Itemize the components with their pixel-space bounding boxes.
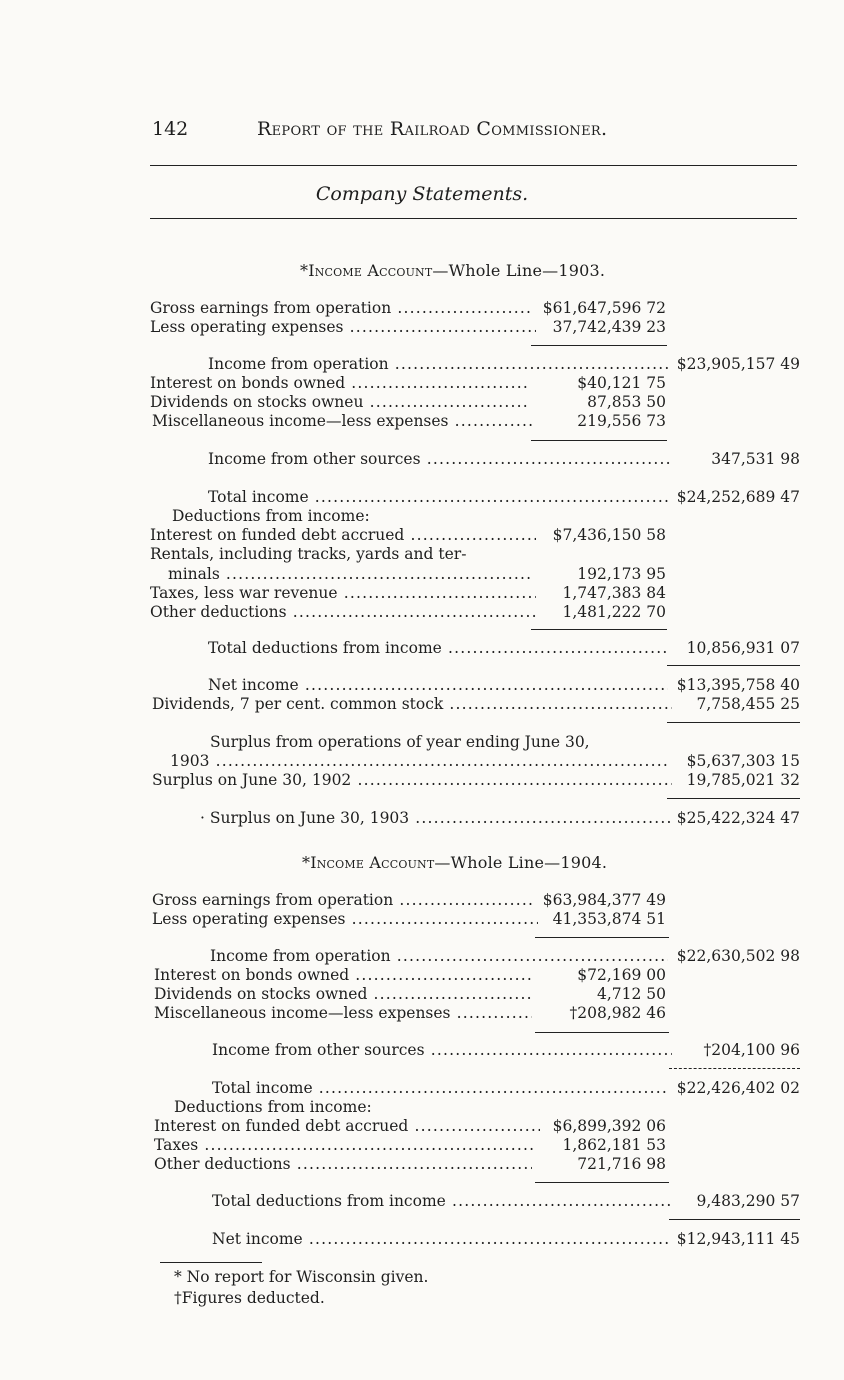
row-label: Other deductions ..... <box>150 603 536 622</box>
row-amount: $72,169 00 <box>577 966 666 984</box>
header-rule-bottom <box>150 218 797 219</box>
sum-rule <box>669 1068 800 1069</box>
row-label: Rentals, including tracks, yards and ter- <box>150 545 467 563</box>
row-amount: 87,853 50 <box>587 393 666 411</box>
row-label: Total income ..... <box>208 488 668 507</box>
row-label: Miscellaneous income—less expenses ..... <box>152 412 532 431</box>
footnote-rule <box>160 1262 262 1263</box>
row-label: · Surplus on June 30, 1903 ..... <box>200 809 670 828</box>
row-total: $22,630,502 98 <box>676 947 800 965</box>
row-amount: $63,984,377 49 <box>542 891 666 909</box>
row-total: 19,785,021 32 <box>686 771 800 789</box>
row-amount: 219,556 73 <box>577 412 666 430</box>
row-label: Interest on bonds owned ..... <box>150 374 530 393</box>
row-label: Deductions from income: <box>172 507 370 525</box>
table-row <box>150 985 800 1004</box>
table-row <box>150 1155 800 1174</box>
sum-rule <box>667 798 800 799</box>
row-label: Dividends, 7 per cent. common stock ..... <box>152 695 672 714</box>
sum-rule <box>667 665 800 666</box>
row-label: Interest on bonds owned ..... <box>154 966 532 985</box>
row-label: Dividends on stocks owned ..... <box>154 985 532 1004</box>
row-amount: $6,899,392 06 <box>552 1117 666 1135</box>
row-label: Income from other sources ..... <box>212 1041 672 1060</box>
row-label: Less operating expenses ..... <box>152 910 538 929</box>
row-amount: 192,173 95 <box>577 565 666 583</box>
row-amount: 1,481,222 70 <box>562 603 666 621</box>
table-row <box>150 565 800 584</box>
footnote-marker: * <box>300 261 309 280</box>
table-row <box>150 809 800 828</box>
row-total: †204,100 96 <box>703 1041 800 1059</box>
table-row <box>150 584 800 603</box>
row-label: Interest on funded debt accrued ..... <box>150 526 536 545</box>
row-label: Total income ..... <box>212 1079 668 1098</box>
table-row <box>150 507 800 526</box>
row-amount: †208,982 46 <box>569 1004 666 1022</box>
table-row <box>150 299 800 318</box>
table-row <box>150 752 800 771</box>
row-label: Miscellaneous income—less expenses ..... <box>154 1004 532 1023</box>
row-amount: $40,121 75 <box>577 374 666 392</box>
table-row <box>150 966 800 985</box>
row-label: Total deductions from income ..... <box>208 639 670 658</box>
table-row <box>150 639 800 658</box>
table-row <box>150 947 800 966</box>
row-label: Net income ..... <box>212 1230 668 1249</box>
row-total: $22,426,402 02 <box>676 1079 800 1097</box>
row-amount: 721,716 98 <box>577 1155 666 1173</box>
row-label: Gross earnings from operation ..... <box>150 299 532 318</box>
section-title-caps: Income Account <box>308 261 433 280</box>
row-label: minals ..... <box>168 565 532 584</box>
table-row <box>150 1079 800 1098</box>
table-row <box>150 393 800 412</box>
table-row <box>150 603 800 622</box>
footnote-marker: * <box>302 853 311 872</box>
row-amount: 4,712 50 <box>596 985 666 1003</box>
table-row <box>150 488 800 507</box>
footnote-2: †Figures deducted. <box>174 1289 325 1307</box>
table-row <box>150 450 800 469</box>
footnote-1: * No report for Wisconsin given. <box>174 1268 429 1286</box>
row-total: $12,943,111 45 <box>676 1230 800 1248</box>
row-label: Taxes, less war revenue ..... <box>150 584 536 603</box>
row-label: Net income ..... <box>208 676 668 695</box>
row-total: $13,395,758 40 <box>676 676 800 694</box>
sum-rule <box>667 722 800 723</box>
table-row <box>150 374 800 393</box>
table-row <box>150 1004 800 1023</box>
table-row <box>150 1041 800 1060</box>
row-label: Gross earnings from operation ..... <box>152 891 534 910</box>
table-row <box>150 676 800 695</box>
row-amount: $7,436,150 58 <box>552 526 666 544</box>
sum-rule <box>535 1032 669 1033</box>
row-amount: 41,353,874 51 <box>552 910 666 928</box>
sum-rule <box>531 440 667 441</box>
row-total: 7,758,455 25 <box>696 695 800 713</box>
header-rule-top <box>150 165 797 166</box>
row-amount: $61,647,596 72 <box>542 299 666 317</box>
section-title-rest: —Whole Line—1904. <box>434 853 608 872</box>
row-total: 347,531 98 <box>711 450 800 468</box>
row-amount: 1,747,383 84 <box>562 584 666 602</box>
running-head: Report of the Railroad Commissioner. <box>257 118 608 140</box>
row-total: 10,856,931 07 <box>686 639 800 657</box>
sum-rule <box>535 1182 669 1183</box>
section-title-1904 <box>302 853 607 872</box>
table-row <box>150 1192 800 1211</box>
row-label: Surplus from operations of year ending June 30, <box>210 733 590 751</box>
table-row <box>150 1098 800 1117</box>
row-label: Other deductions ..... <box>154 1155 532 1174</box>
sum-rule <box>531 629 667 630</box>
table-row <box>150 910 800 929</box>
sum-rule <box>531 345 667 346</box>
row-label: Taxes ..... <box>154 1136 536 1155</box>
row-label: Less operating expenses ..... <box>150 318 536 337</box>
table-row <box>150 1117 800 1136</box>
row-label: Interest on funded debt accrued ..... <box>154 1117 540 1136</box>
row-label: Total deductions from income ..... <box>212 1192 674 1211</box>
row-label: Income from other sources ..... <box>208 450 670 469</box>
row-total: $24,252,689 47 <box>676 488 800 506</box>
table-row <box>150 526 800 545</box>
row-label: 1903 ..... <box>170 752 670 771</box>
section-title-rest: —Whole Line—1903. <box>432 261 606 280</box>
sum-rule <box>535 937 669 938</box>
table-row <box>150 771 800 790</box>
section-subtitle: Company Statements. <box>315 183 529 205</box>
table-row <box>150 355 800 374</box>
row-total: 9,483,290 57 <box>696 1192 800 1210</box>
row-total: $25,422,324 47 <box>676 809 800 827</box>
row-label: Dividends on stocks owneu ..... <box>150 393 530 412</box>
row-label: Surplus on June 30, 1902 ..... <box>152 771 672 790</box>
row-amount: 37,742,439 23 <box>552 318 666 336</box>
row-label: Income from operation ..... <box>210 947 668 966</box>
page-number: 142 <box>152 118 189 140</box>
table-row <box>150 695 800 714</box>
table-row <box>150 318 800 337</box>
row-total: $23,905,157 49 <box>676 355 800 373</box>
row-label: Income from operation ..... <box>208 355 668 374</box>
row-total: $5,637,303 15 <box>686 752 800 770</box>
row-amount: 1,862,181 53 <box>562 1136 666 1154</box>
table-row <box>150 733 800 752</box>
row-label: Deductions from income: <box>174 1098 372 1116</box>
section-title-caps: Income Account <box>310 853 435 872</box>
section-title-1903 <box>300 261 605 280</box>
table-row <box>150 891 800 910</box>
table-row <box>150 545 800 564</box>
table-row <box>150 412 800 431</box>
table-row <box>150 1230 800 1249</box>
sum-rule <box>669 1219 800 1220</box>
table-row <box>150 1136 800 1155</box>
